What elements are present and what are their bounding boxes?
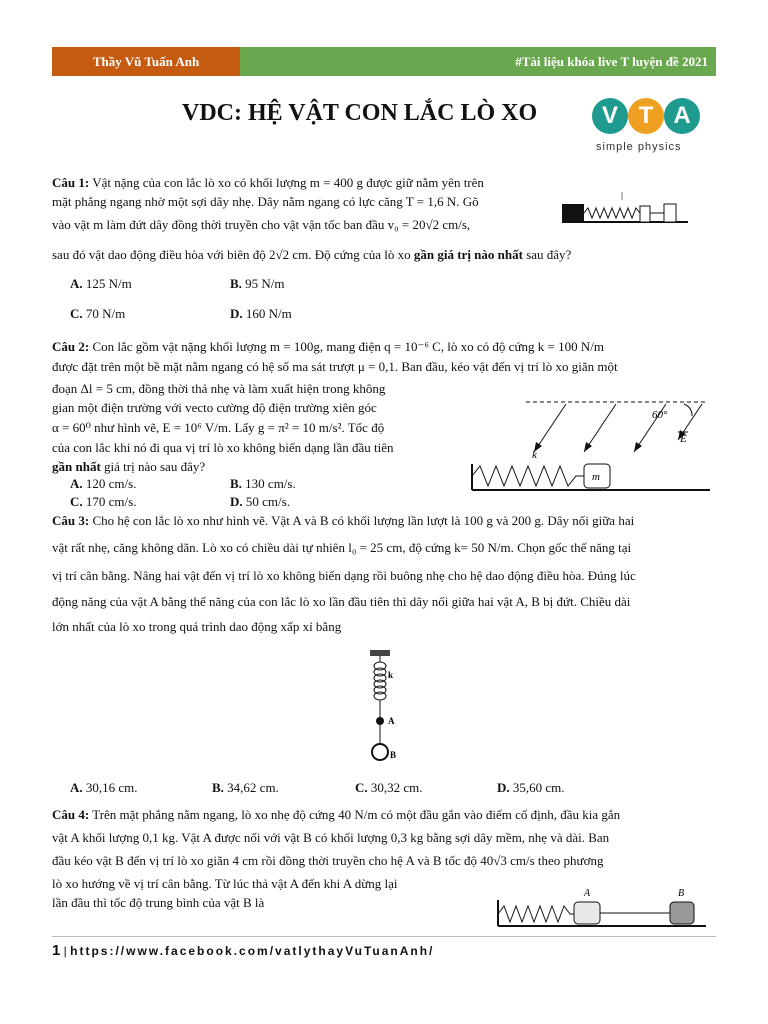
q2-line-3: đoạn Δl = 5 cm, đồng thời thả nhẹ và làm xuất hiện trong không [52, 381, 386, 396]
q2-option-b[interactable]: B. 130 cm/s. [230, 476, 296, 491]
facebook-link[interactable]: https://www.facebook.com/vatlythayVuTuanAnh/ [70, 944, 435, 958]
q3-line-1: Câu 3: Cho hệ con lắc lò xo như hình vẽ. Vật A và B có khối lượng lần lượt là 100 g và 200 g. Dây nối giữa hai [52, 513, 635, 528]
q1-option-d[interactable]: D. 160 N/m [230, 306, 292, 321]
q2-line-4: gian một điện trường với vecto cường độ điện trường xiên góc [52, 400, 377, 415]
logo-letter-v: V [592, 98, 628, 134]
q3-a-label: A [388, 716, 395, 726]
q3-b-label: B [390, 750, 397, 760]
q2-option-c[interactable]: C. 170 cm/s. [70, 494, 137, 509]
q2-field-label: E [680, 433, 687, 445]
page-footer: 1 | https://www.facebook.com/vatlythayVuTuanAnh/ [52, 936, 716, 959]
vta-logo [592, 98, 702, 158]
q1-line-1: Câu 1: Vật nặng của con lắc lò xo có khối lượng m = 400 g được giữ nằm yên trên [52, 175, 484, 190]
q2-line-5: α = 60⁰ như hình vẽ, E = 10⁶ V/m. Lấy g = π² = 10 m/s². Tốc độ [52, 420, 385, 435]
q1-line-4: sau đó vật dao động điều hòa với biên độ 2√2 cm. Độ cứng của lò xo gần giá trị nào nhất sau đây? [52, 247, 572, 262]
logo-subtitle: simple physics [596, 141, 682, 153]
q2-line-1: Câu 2: Con lắc gồm vật nặng khối lượng m = 100g, mang điện q = 10⁻⁶ C, lò xo có độ cứng k = 100 N/m [52, 339, 604, 354]
q3-line-4: động năng của vật A bằng thế năng của con lắc lò xo lần đầu tiên thì dây nối giữa hai vật A, B bị đứt. Chiều dài [52, 594, 631, 609]
q1-line-3: vào vật m làm đứt dây đồng thời truyền cho vật vận tốc ban đầu v₀ = 20√2 cm/s, [52, 217, 471, 232]
q2-option-a[interactable]: A. 120 cm/s. [70, 476, 137, 491]
q2-angle-label: 60° [652, 409, 668, 421]
q3-option-d[interactable]: D. 35,60 cm. [497, 780, 565, 795]
course-tag: #Tài liệu khóa live T luyện đề 2021 [240, 47, 716, 76]
q4-b-label: B [678, 888, 685, 899]
logo-letter-a: A [664, 98, 700, 134]
q3-label: Câu 3: [52, 513, 90, 528]
q1-figure [560, 186, 690, 228]
page-title: VDC: HỆ VẬT CON LẮC LÒ XO [182, 100, 538, 126]
q1-option-c[interactable]: C. 70 N/m [70, 306, 126, 321]
q3-line-3: vị trí cân bằng. Nâng hai vật đến vị trí lò xo không biến dạng rồi buông nhẹ cho hệ dao động điều hòa. Đúng lúc [52, 568, 636, 583]
q4-label: Câu 4: [52, 807, 90, 822]
author-label: Thầy Vũ Tuấn Anh [52, 47, 240, 76]
page-number: 1 [52, 942, 61, 959]
q1-line-2: mặt phẳng ngang nhờ một sợi dây nhẹ. Dây nằm ngang có lực căng T = 1,6 N. Gõ [52, 194, 479, 209]
q4-a-label: A [584, 888, 591, 899]
q1-label: Câu 1: [52, 175, 90, 190]
q4-line-2: vật A khối lượng 0,1 kg. Vật A được nối với vật B có khối lượng 0,3 kg bằng sợi dây mềm, nhẹ và dài. Ban [52, 830, 610, 845]
q2-line-2: được đặt trên một bề mặt nằm ngang có hệ số ma sát trượt μ = 0,1. Ban đầu, kéo vật đến vị trí lò xo giãn một [52, 359, 618, 374]
q2-line-7: gần nhất giá trị nào sau đây? [52, 459, 206, 474]
q3-line-2: vật rất nhẹ, căng không dãn. Lò xo có chiều dài tự nhiên l₀ = 25 cm, độ cứng k= 50 N/m. Chọn gốc thế năng tại [52, 540, 632, 555]
q2-mass-label: m [592, 471, 600, 483]
q2-label: Câu 2: [52, 339, 90, 354]
q4-figure [470, 884, 710, 930]
q3-option-a[interactable]: A. 30,16 cm. [70, 780, 138, 795]
q2-spring-label: k [532, 449, 537, 461]
q2-figure [466, 396, 716, 496]
q4-line-1: Câu 4: Trên mặt phẳng nằm ngang, lò xo nhẹ độ cứng 40 N/m có một đầu gắn vào điểm cố định, đầu kia gắn [52, 807, 621, 822]
q3-line-5: lớn nhất của lò xo trong quá trình dao động xấp xỉ bằng [52, 619, 342, 634]
q4-line-5: lần đầu thì tốc độ trung bình của vật B là [52, 895, 265, 910]
q3-option-c[interactable]: C. 30,32 cm. [355, 780, 423, 795]
q4-line-3: đầu kéo vật B đến vị trí lò xo giãn 4 cm rồi đồng thời truyền cho hệ A và B tốc độ 40√3 cm/s theo phương [52, 853, 604, 868]
q3-spring-label: k [388, 670, 394, 680]
q1-option-b[interactable]: B. 95 N/m [230, 276, 285, 291]
q1-option-a[interactable]: A. 125 N/m [70, 276, 132, 291]
q2-option-d[interactable]: D. 50 cm/s. [230, 494, 290, 509]
q3-option-b[interactable]: B. 34,62 cm. [212, 780, 279, 795]
q2-line-6: của con lắc khi nó đi qua vị trí lò xo không biến dạng lần đầu tiên [52, 440, 394, 455]
q4-line-4: lò xo hướng về vị trí cân bằng. Từ lúc thả vật A đến khi A dừng lại [52, 876, 398, 891]
q3-figure [356, 648, 416, 768]
logo-letter-t: T [628, 98, 664, 134]
header-bar [52, 47, 716, 76]
